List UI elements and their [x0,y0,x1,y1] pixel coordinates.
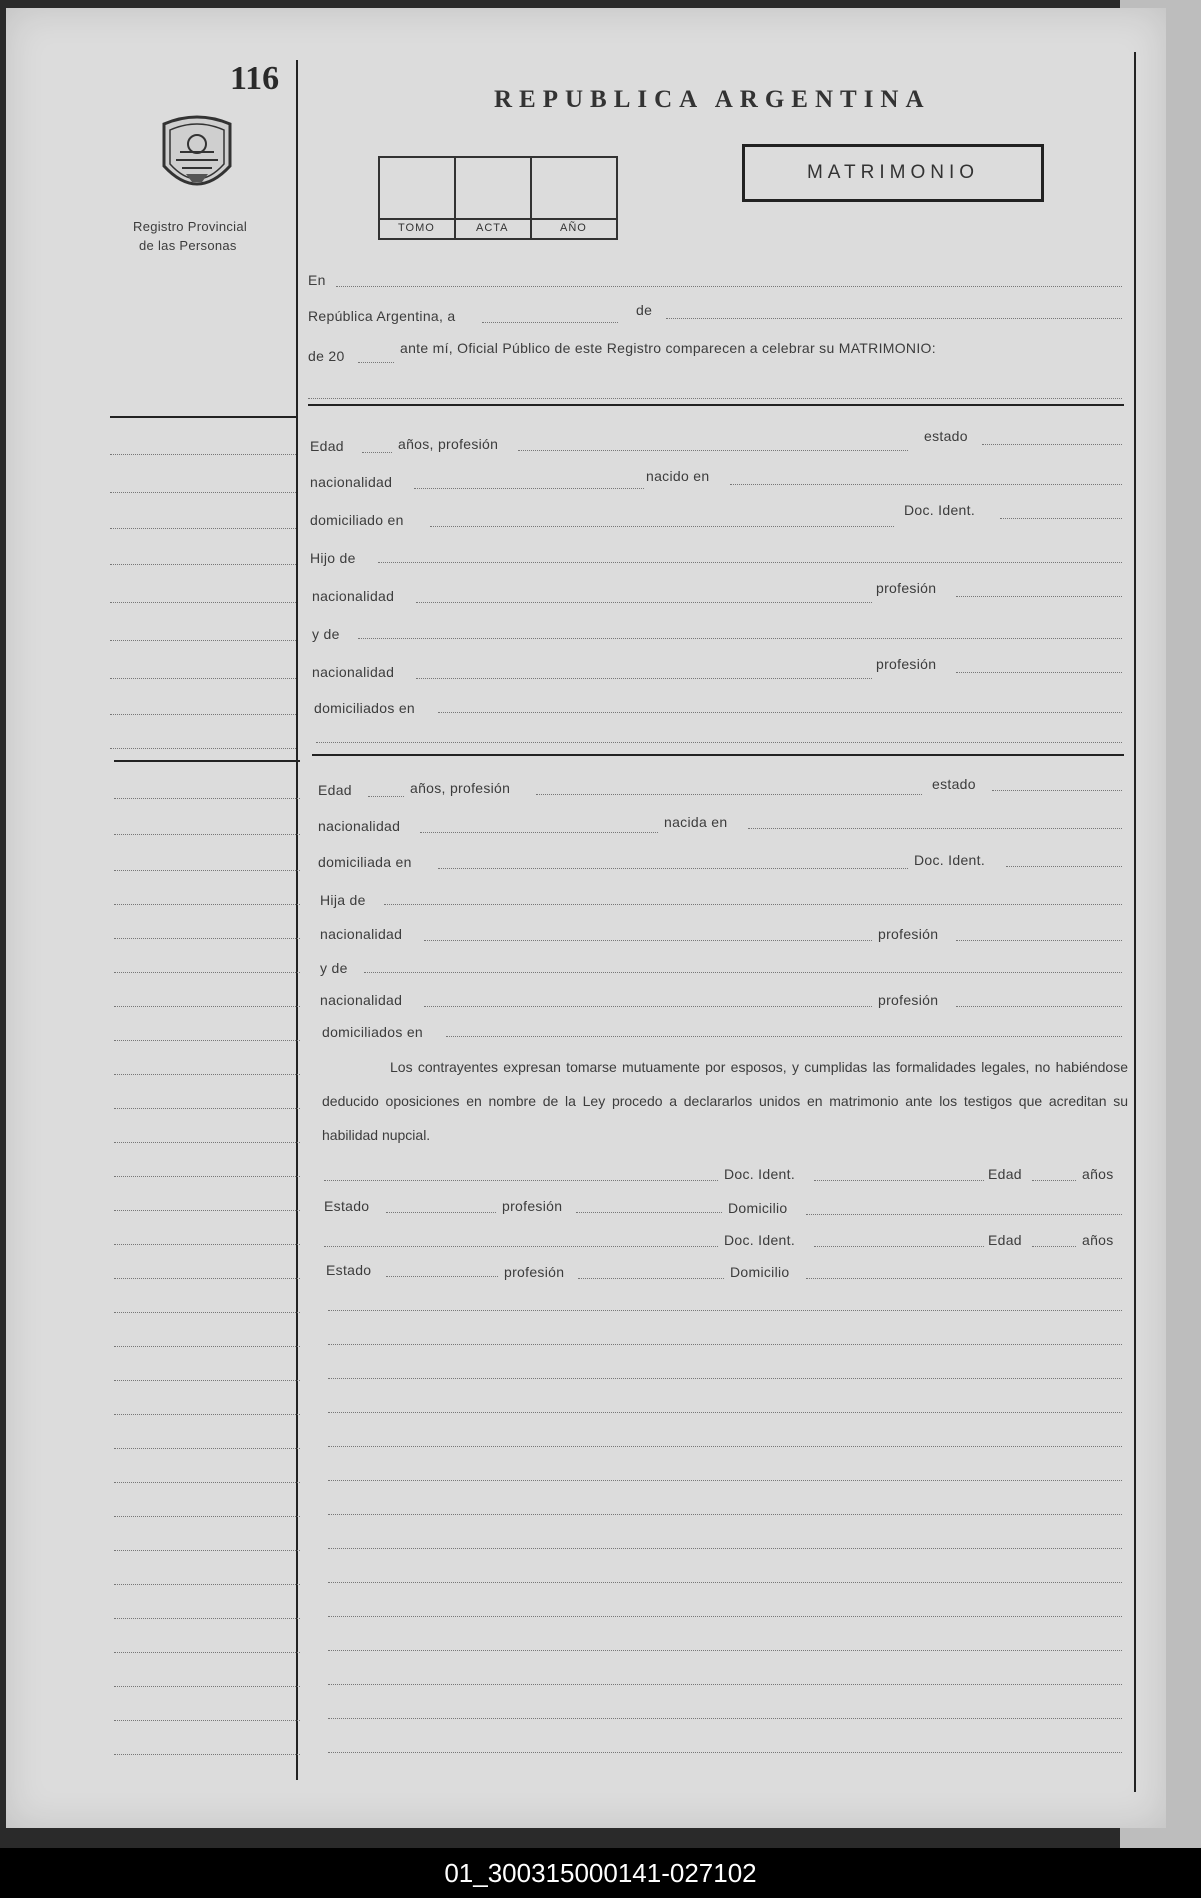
margin-line [110,640,296,641]
blank-line [328,1616,1122,1617]
margin-line [114,1380,300,1381]
groom-padre-profesion-label: profesión [876,580,937,596]
bride-madre-profesion-label: profesión [878,992,939,1008]
margin-line [114,1278,300,1279]
groom-profesion-label: años, profesión [398,436,499,452]
groom-padre-profesion-line [956,596,1122,597]
blank-line [328,1480,1122,1481]
intro-de20-label: de 20 [308,348,345,364]
groom-nacionalidad-label: nacionalidad [310,474,393,490]
witness-2-estado-line [386,1276,498,1277]
matrimonio-box: MATRIMONIO [742,144,1044,202]
bride-padre-profesion-line [956,940,1122,941]
margin-line [114,972,300,973]
groom-ydemadre-label: y de [312,626,340,642]
bride-nacida-line [748,828,1122,829]
margin-line [114,1312,300,1313]
groom-edad-label: Edad [310,438,344,454]
witness-2-domicilio-line [806,1278,1122,1279]
groom-hijo-label: Hijo de [310,550,356,566]
bride-edad-line [368,796,404,797]
bride-padres-domicilio-line [446,1036,1122,1037]
groom-madre-nacionalidad-label: nacionalidad [312,664,395,680]
bride-hija-line [384,904,1122,905]
margin-line [114,1754,300,1755]
bride-madre-profesion-line [956,1006,1122,1007]
blank-line [328,1412,1122,1413]
intro-day-line [482,322,618,323]
margin-line [114,1720,300,1721]
margin-line [114,1176,300,1177]
witness-1-anos-label: años [1082,1166,1114,1182]
margin-line [114,1550,300,1551]
witness-2-estado-label: Estado [326,1262,372,1278]
intro-en-line [336,286,1122,287]
margin-line [110,564,296,565]
ano-label: AÑO [560,222,587,234]
left-separator-1 [110,416,296,418]
margin-line [110,678,296,679]
bride-separator [312,754,1124,756]
blank-line [328,1684,1122,1685]
margin-line [114,798,300,799]
folio-number: 116 [230,60,280,97]
margin-line [114,1448,300,1449]
bride-ydemadre-label: y de [320,960,348,976]
bride-madre-nacionalidad-line [424,1006,872,1007]
bride-estado-label: estado [932,776,976,792]
margin-line [110,492,296,493]
blank-line [328,1344,1122,1345]
witness-1-edad-label: Edad [988,1166,1022,1182]
bride-edad-label: Edad [318,782,352,798]
margin-line [114,1040,300,1041]
bride-domicilio-line [438,868,908,869]
margin-line [110,748,296,749]
bride-hija-label: Hija de [320,892,366,908]
witness-1-edad-line [1032,1180,1076,1181]
bride-nacionalidad-label: nacionalidad [318,818,401,834]
left-separator-2 [114,760,300,762]
intro-republica-label: República Argentina, a [308,308,456,324]
bride-madre-nacionalidad-label: nacionalidad [320,992,403,1008]
groom-padres-domicilio-label: domiciliados en [314,700,415,716]
witness-2-edad-line [1032,1246,1076,1247]
margin-line [114,1244,300,1245]
witness-2-edad-label: Edad [988,1232,1022,1248]
margin-line [114,1210,300,1211]
groom-nacido-line [730,484,1122,485]
acta-label: ACTA [476,222,509,234]
intro-ante-label: ante mí, Oficial Público de este Registro comparecen a celebrar su MATRIMONIO: [400,340,936,356]
margin-line [114,1074,300,1075]
margin-line [110,602,296,603]
groom-madre-profesion-label: profesión [876,656,937,672]
blank-line [328,1650,1122,1651]
form-page [6,8,1166,1828]
groom-madre-nacionalidad-line [416,678,872,679]
margin-line [114,1142,300,1143]
groom-hijo-line [378,562,1122,563]
margin-line [114,1618,300,1619]
blank-line [328,1310,1122,1311]
witness-1-domicilio-line [806,1214,1122,1215]
margin-line [114,1006,300,1007]
intro-de-label: de [636,302,653,318]
witness-1-estado-line [386,1212,496,1213]
witness-2-doc-line [814,1246,984,1247]
witness-2-doc-label: Doc. Ident. [724,1232,796,1248]
groom-padre-nacionalidad-line [416,602,872,603]
bride-padre-profesion-label: profesión [878,926,939,942]
witness-1-doc-line [814,1180,984,1181]
registry-line-1: Registro Provincial [133,219,248,234]
witness-1-name-line [324,1180,718,1181]
register-box [378,156,618,240]
page-title: REPUBLICA ARGENTINA [494,86,931,113]
margin-line [114,1652,300,1653]
bride-madre-line [364,972,1122,973]
groom-nacionalidad-line [414,488,644,489]
blank-line [328,1582,1122,1583]
intro-year-line [358,362,394,363]
image-caption: 01_300315000141-027102 [0,1848,1201,1898]
province-seal-icon [156,110,238,207]
margin-line [114,834,300,835]
groom-edad-line [362,452,392,453]
blank-line [328,1378,1122,1379]
margin-line [114,1584,300,1585]
declaration-text: Los contrayentes expresan tomarse mutuamente por esposos, y cumplidas las formalidades legales, no habiéndose deducido oposiciones en nombre de la Ley procedo a declararlos unidos en matrimonio ante los testigos que acreditan su habilidad nupcial. [322,1059,1128,1143]
margin-line [110,714,296,715]
groom-doc-label: Doc. Ident. [904,502,976,518]
groom-madre-profesion-line [956,672,1122,673]
margin-line [114,938,300,939]
witness-2-profesion-label: profesión [504,1264,565,1280]
margin-line [114,904,300,905]
groom-domicilio-line [430,526,894,527]
margin-line [114,1346,300,1347]
blank-line [328,1446,1122,1447]
register-box-divider [380,218,616,220]
groom-doc-line [1000,518,1122,519]
bride-padre-nacionalidad-label: nacionalidad [320,926,403,942]
witness-2-name-line [324,1246,718,1247]
bride-profesion-line [536,794,922,795]
margin-line [114,1482,300,1483]
margin-line [114,1516,300,1517]
witness-1-doc-label: Doc. Ident. [724,1166,796,1182]
groom-nacido-label: nacido en [646,468,710,484]
intro-month-line [666,318,1122,319]
witness-2-anos-label: años [1082,1232,1114,1248]
witness-1-profesion-line [576,1212,722,1213]
blank-line [328,1718,1122,1719]
bride-doc-label: Doc. Ident. [914,852,986,868]
blank-line [328,1752,1122,1753]
bride-padre-nacionalidad-line [424,940,872,941]
groom-estado-line [982,444,1122,445]
witness-1-estado-label: Estado [324,1198,370,1214]
intro-en-label: En [308,272,326,288]
bride-doc-line [1006,866,1122,867]
margin-line [114,870,300,871]
bride-profesion-label: años, profesión [410,780,511,796]
blank-line [328,1548,1122,1549]
margin-line [114,1686,300,1687]
bride-domicilio-label: domiciliada en [318,854,412,870]
groom-padre-nacionalidad-label: nacionalidad [312,588,395,604]
groom-extra-line [316,742,1122,743]
groom-madre-line [358,638,1122,639]
witness-1-domicilio-label: Domicilio [728,1200,788,1216]
groom-profesion-line [518,450,908,451]
bride-estado-line [992,790,1122,791]
groom-domicilio-label: domiciliado en [310,512,404,528]
blank-line [328,1514,1122,1515]
witness-2-profesion-line [578,1278,724,1279]
intro-extra-line [308,398,1122,399]
margin-line [110,528,296,529]
margin-line [114,1108,300,1109]
margin-line [110,454,296,455]
registry-line-2: de las Personas [139,238,237,253]
tomo-label: TOMO [398,222,435,234]
witness-1-profesion-label: profesión [502,1198,563,1214]
margin-rule [296,60,298,1780]
bride-nacionalidad-line [420,832,658,833]
groom-padres-domicilio-line [438,712,1122,713]
bride-nacida-label: nacida en [664,814,728,830]
margin-line [114,1414,300,1415]
groom-separator [308,404,1124,406]
witness-2-domicilio-label: Domicilio [730,1264,790,1280]
groom-estado-label: estado [924,428,968,444]
right-rule [1134,52,1136,1792]
bride-padres-domicilio-label: domiciliados en [322,1024,423,1040]
